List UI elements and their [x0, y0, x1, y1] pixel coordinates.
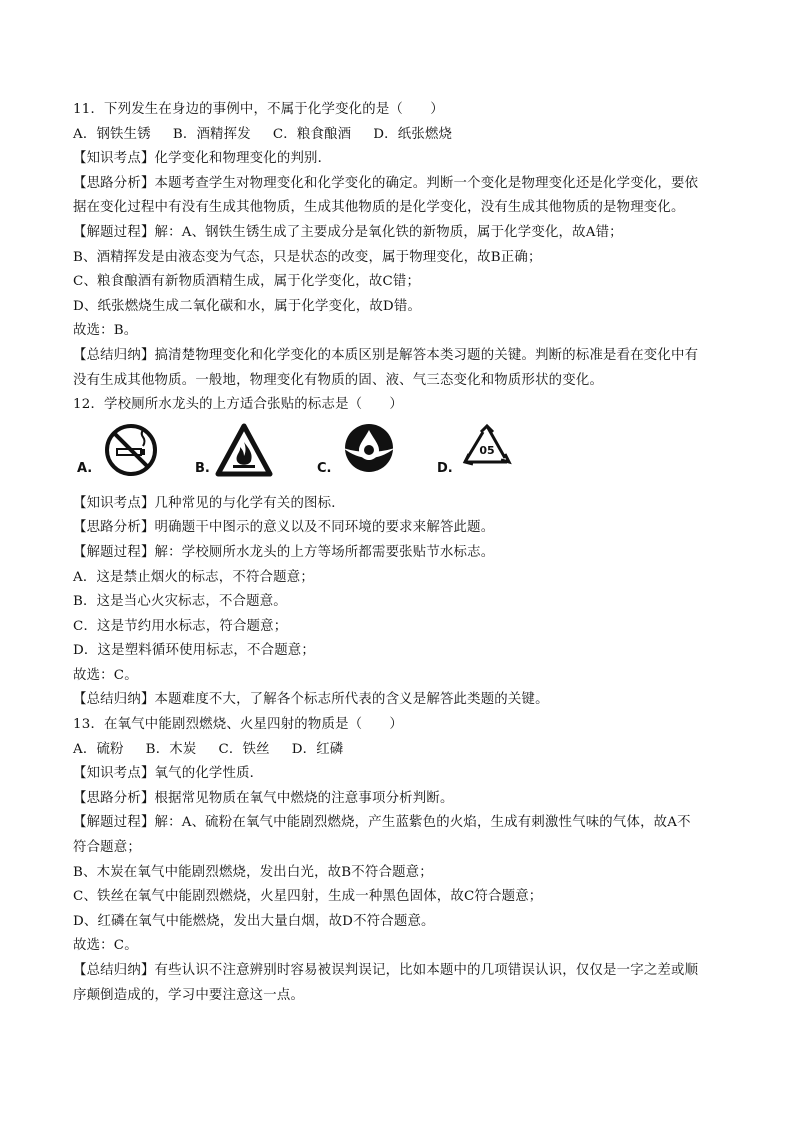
q13-option-a: A．硫粉 — [73, 741, 124, 757]
q11-step-d: D、纸张燃烧生成二氧化碳和水，属于化学变化，故D错。 — [73, 298, 422, 314]
q13-summary-line2: 序颠倒造成的，学习中要注意这一点。 — [73, 987, 305, 1003]
q12-sign-options — [73, 422, 723, 486]
q12-answer: 故选：C。 — [73, 667, 138, 683]
q11-option-c: C．粮食酿酒 — [272, 126, 352, 142]
q12-knowledge: 【知识考点】几种常见的与化学有关的图标． — [73, 495, 345, 511]
q11-knowledge: 【知识考点】化学变化和物理变化的判别． — [73, 151, 332, 167]
q13-option-c: C．铁丝 — [218, 741, 270, 757]
q13-analysis: 【思路分析】根据常见物质在氧气中燃烧的注意事项分析判断。 — [73, 790, 454, 806]
q13-title: 13．在氧气中能剧烈燃烧、火星四射的物质是（ ） — [73, 717, 404, 733]
q12-sign-d-label: D. — [437, 460, 453, 476]
q13-option-b: B．木炭 — [145, 741, 197, 757]
q11-process: 【解题过程】解：A、钢铁生锈生成了主要成分是氧化铁的新物质，属于化学变化，故A错； — [73, 224, 623, 240]
q12-summary: 【总结归纳】本题难度不大，了解各个标志所代表的含义是解答此类题的关键。 — [73, 692, 549, 708]
q11-summary-line2: 没有生成其他物质。一般地，物理变化有物质的固、液、气三态变化和物质形状的变化。 — [73, 372, 604, 388]
q12-process: 【解题过程】解：学校厕所水龙头的上方等场所都需要张贴节水标志。 — [73, 544, 495, 560]
q13-option-d: D．红磷 — [291, 741, 344, 757]
q12-step-b: B．这是当心火灾标志，不合题意。 — [73, 594, 287, 610]
q11-option-b: B．酒精挥发 — [172, 126, 251, 142]
q13-process-line1: 【解题过程】解：A、硫粉在氧气中能剧烈燃烧，产生蓝紫色的火焰，生成有刺激性气味的气体，故A不 — [73, 815, 691, 831]
q11-option-d: D．纸张燃烧 — [373, 126, 453, 142]
recycle-code-label: 05 — [479, 443, 495, 457]
q12-title: 12．学校厕所水龙头的上方适合张贴的标志是（ ） — [73, 397, 404, 413]
q12-sign-b-label: B. — [195, 460, 210, 476]
q12-sign-c-label: C. — [317, 460, 332, 476]
q13-step-c: C、铁丝在氧气中能剧烈燃烧，火星四射，生成一种黑色固体，故C符合题意； — [73, 889, 543, 905]
q12-analysis: 【思路分析】明确题干中图示的意义以及不同环境的要求来解答此题。 — [73, 520, 495, 536]
q11-analysis-line1: 【思路分析】本题考查学生对物理变化和化学变化的确定。判断一个变化是物理变化还是化学变化，要依 — [73, 175, 699, 191]
recycle-icon — [459, 422, 515, 478]
q13-summary-line1: 【总结归纳】有些认识不注意辨别时容易被误判误记，比如本题中的几项错误认识，仅仅是一字之差或顺 — [73, 963, 699, 978]
q13-step-d: D、红磷在氧气中能燃烧，发出大量白烟，故D不符合题意。 — [73, 913, 435, 929]
q12-step-a: A．这是禁止烟火的标志，不符合题意； — [73, 569, 314, 585]
q12-step-c: C．这是节约用水标志，符合题意； — [73, 618, 288, 634]
q12-sign-c — [313, 422, 413, 482]
q11-summary-line1: 【总结归纳】搞清楚物理变化和化学变化的本质区别是解答本类习题的关键。判断的标准是看在变化中有 — [73, 347, 699, 363]
q13-options — [73, 738, 723, 763]
fire-warning-icon — [215, 422, 273, 480]
q12-sign-a — [73, 422, 173, 482]
q12-sign-a-label: A. — [77, 460, 93, 476]
q11-answer: 故选：B。 — [73, 323, 138, 339]
water-saving-icon — [341, 422, 397, 478]
q13-process-line2: 符合题意； — [73, 840, 141, 856]
q12-sign-d — [433, 422, 533, 482]
q11-option-a: A．钢铁生锈 — [73, 126, 151, 142]
q12-sign-b — [191, 422, 291, 482]
q13-knowledge: 【知识考点】氧气的化学性质． — [73, 766, 264, 782]
no-smoking-icon — [103, 422, 159, 478]
q13-step-b: B、木炭在氧气中能剧烈燃烧，发出白光，故B不符合题意； — [73, 864, 433, 880]
q11-title: 11．下列发生在身边的事例中，不属于化学变化的是（ ） — [73, 102, 444, 117]
q13-answer: 故选：C。 — [73, 938, 138, 954]
q11-options — [73, 123, 723, 148]
document-page — [73, 98, 723, 1008]
q11-step-c: C、粮食酿酒有新物质酒精生成，属于化学变化，故C错； — [73, 274, 421, 290]
q11-analysis-line2: 据在变化过程中有没有生成其他物质，生成其他物质的是化学变化，没有生成其他物质的是物理变化。 — [73, 200, 685, 216]
q11-step-b: B、酒精挥发是由液态变为气态，只是状态的改变，属于物理变化，故B正确； — [73, 249, 542, 265]
q12-step-d: D．这是塑料循环使用标志，不合题意； — [73, 643, 315, 659]
